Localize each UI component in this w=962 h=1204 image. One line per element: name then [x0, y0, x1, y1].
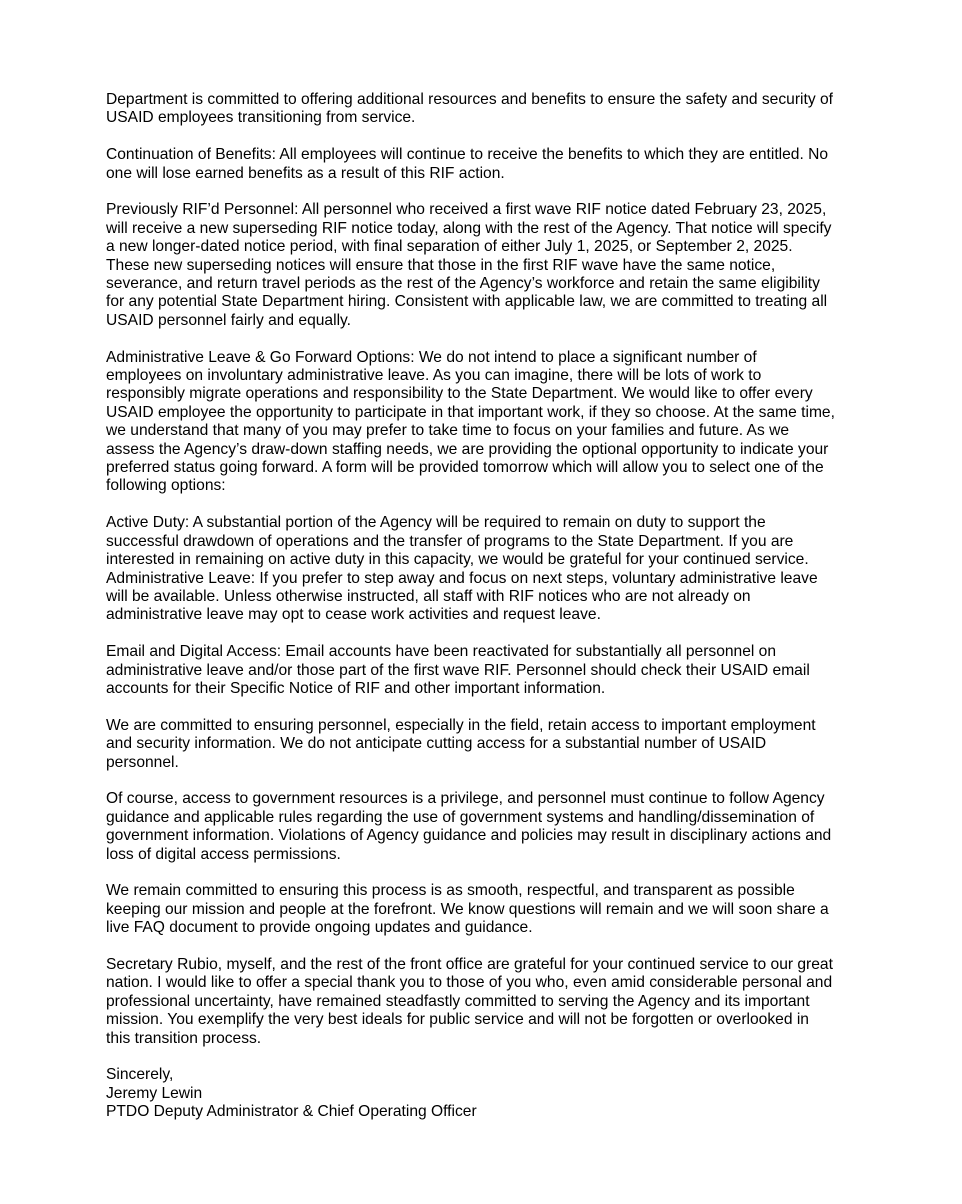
- paragraph-administrative-leave-options: [106, 349, 858, 496]
- text-line: interested in remaining on active duty in this capacity, we would be grateful for your continued service.: [106, 551, 809, 569]
- text-line: Email and Digital Access: Email accounts have been reactivated for substantially all personnel on: [106, 643, 777, 661]
- text-line: we understand that many of you may prefer to take time to focus on your families and future. As we: [106, 422, 790, 440]
- text-line: responsibly migrate operations and responsibility to the State Department. We would like to offer every: [106, 385, 813, 403]
- text-line: this transition process.: [106, 1029, 262, 1047]
- text-line: preferred status going forward. A form will be provided tomorrow which will allow you to select one of the: [106, 459, 824, 477]
- text-line: personnel.: [106, 753, 179, 771]
- text-line: guidance and applicable rules regarding the use of government systems and handling/dissemination of: [106, 808, 815, 826]
- text-line: successful drawdown of operations and the transfer of programs to the State Department. If you are: [106, 532, 794, 550]
- text-line: nation. I would like to offer a special thank you to those of you who, even amid considerable personal and: [106, 974, 833, 992]
- text-line: These new superseding notices will ensure that those in the first RIF wave have the same notice,: [106, 256, 776, 274]
- text-line: Continuation of Benefits: All employees will continue to receive the benefits to which they are entitled. No: [106, 146, 829, 164]
- paragraph-resources: [106, 91, 858, 128]
- text-line: severance, and return travel periods as the rest of the Agency’s workforce and retain the same eligibility: [106, 275, 820, 293]
- text-line: accounts for their Specific Notice of RIF and other important information.: [106, 679, 606, 697]
- text-line: mission. You exemplify the very best ideals for public service and will not be forgotten or overlooked in: [106, 1011, 809, 1029]
- text-line: USAID employees transitioning from service.: [106, 109, 416, 127]
- text-line: administrative leave and/or those part of the first wave RIF. Personnel should check their USAID email: [106, 661, 810, 679]
- text-line: for any potential State Department hiring. Consistent with applicable law, we are committed to treating all: [106, 293, 828, 311]
- text-line: USAID personnel fairly and equally.: [106, 311, 352, 329]
- text-line: will be available. Unless otherwise instructed, all staff with RIF notices who are not already on: [106, 587, 751, 605]
- signature-closing: Sincerely,: [106, 1066, 174, 1084]
- paragraph-active-duty-and-leave: [106, 514, 858, 624]
- text-line: USAID employee the opportunity to participate in that important work, if they so choose. At the same time,: [106, 403, 835, 421]
- paragraph-access-commitment: [106, 717, 858, 772]
- text-line: Previously RIF’d Personnel: All personnel who received a first wave RIF notice dated February 23, 2025,: [106, 201, 827, 219]
- text-line: Active Duty: A substantial portion of the Agency will be required to remain on duty to support the: [106, 514, 766, 532]
- text-line: Administrative Leave & Go Forward Options: We do not intend to place a significant number of: [106, 348, 757, 366]
- text-line: We are committed to ensuring personnel, especially in the field, retain access to important employment: [106, 716, 816, 734]
- text-line: a new longer-dated notice period, with final separation of either July 1, 2025, or September 2, 2025.: [106, 238, 793, 256]
- text-line: live FAQ document to provide ongoing updates and guidance.: [106, 919, 533, 937]
- text-line: will receive a new superseding RIF notice today, along with the rest of the Agency. That notice will specify: [106, 219, 832, 237]
- text-line: and security information. We do not anticipate cutting access for a substantial number of USAID: [106, 735, 767, 753]
- text-line: Administrative Leave: If you prefer to step away and focus on next steps, voluntary administrative leave: [106, 569, 818, 587]
- text-line: keeping our mission and people at the forefront. We know questions will remain and we will soon share a: [106, 900, 829, 918]
- paragraph-previously-rifd-personnel: [106, 201, 858, 330]
- paragraph-continuation-of-benefits: [106, 146, 858, 183]
- paragraph-email-digital-access: [106, 643, 858, 698]
- text-line: Of course, access to government resources is a privilege, and personnel must continue to follow Agency: [106, 790, 825, 808]
- text-line: Department is committed to offering additional resources and benefits to ensure the safety and security of: [106, 91, 833, 108]
- signature-title: PTDO Deputy Administrator & Chief Operating Officer: [106, 1103, 477, 1121]
- text-line: government information. Violations of Agency guidance and policies may result in disciplinary actions and: [106, 827, 832, 845]
- paragraph-gratitude: [106, 956, 858, 1048]
- letter-body: [106, 91, 858, 1122]
- text-line: following options:: [106, 477, 226, 495]
- text-line: assess the Agency’s draw-down staffing needs, we are providing the optional opportunity to indicate your: [106, 440, 829, 458]
- text-line: loss of digital access permissions.: [106, 845, 341, 863]
- text-line: professional uncertainty, have remained steadfastly committed to serving the Agency and its important: [106, 992, 810, 1010]
- text-line: employees on involuntary administrative leave. As you can imagine, there will be lots of work to: [106, 367, 762, 385]
- paragraph-process-commitment: [106, 882, 858, 937]
- text-line: administrative leave may opt to cease work activities and request leave.: [106, 606, 601, 624]
- text-line: Secretary Rubio, myself, and the rest of the front office are grateful for your continued service to our great: [106, 955, 833, 973]
- text-line: We remain committed to ensuring this process is as smooth, respectful, and transparent as possible: [106, 882, 795, 900]
- signature-name: Jeremy Lewin: [106, 1084, 203, 1102]
- signature-block: [106, 1066, 858, 1121]
- text-line: one will lose earned benefits as a result of this RIF action.: [106, 164, 505, 182]
- paragraph-access-privilege: [106, 790, 858, 864]
